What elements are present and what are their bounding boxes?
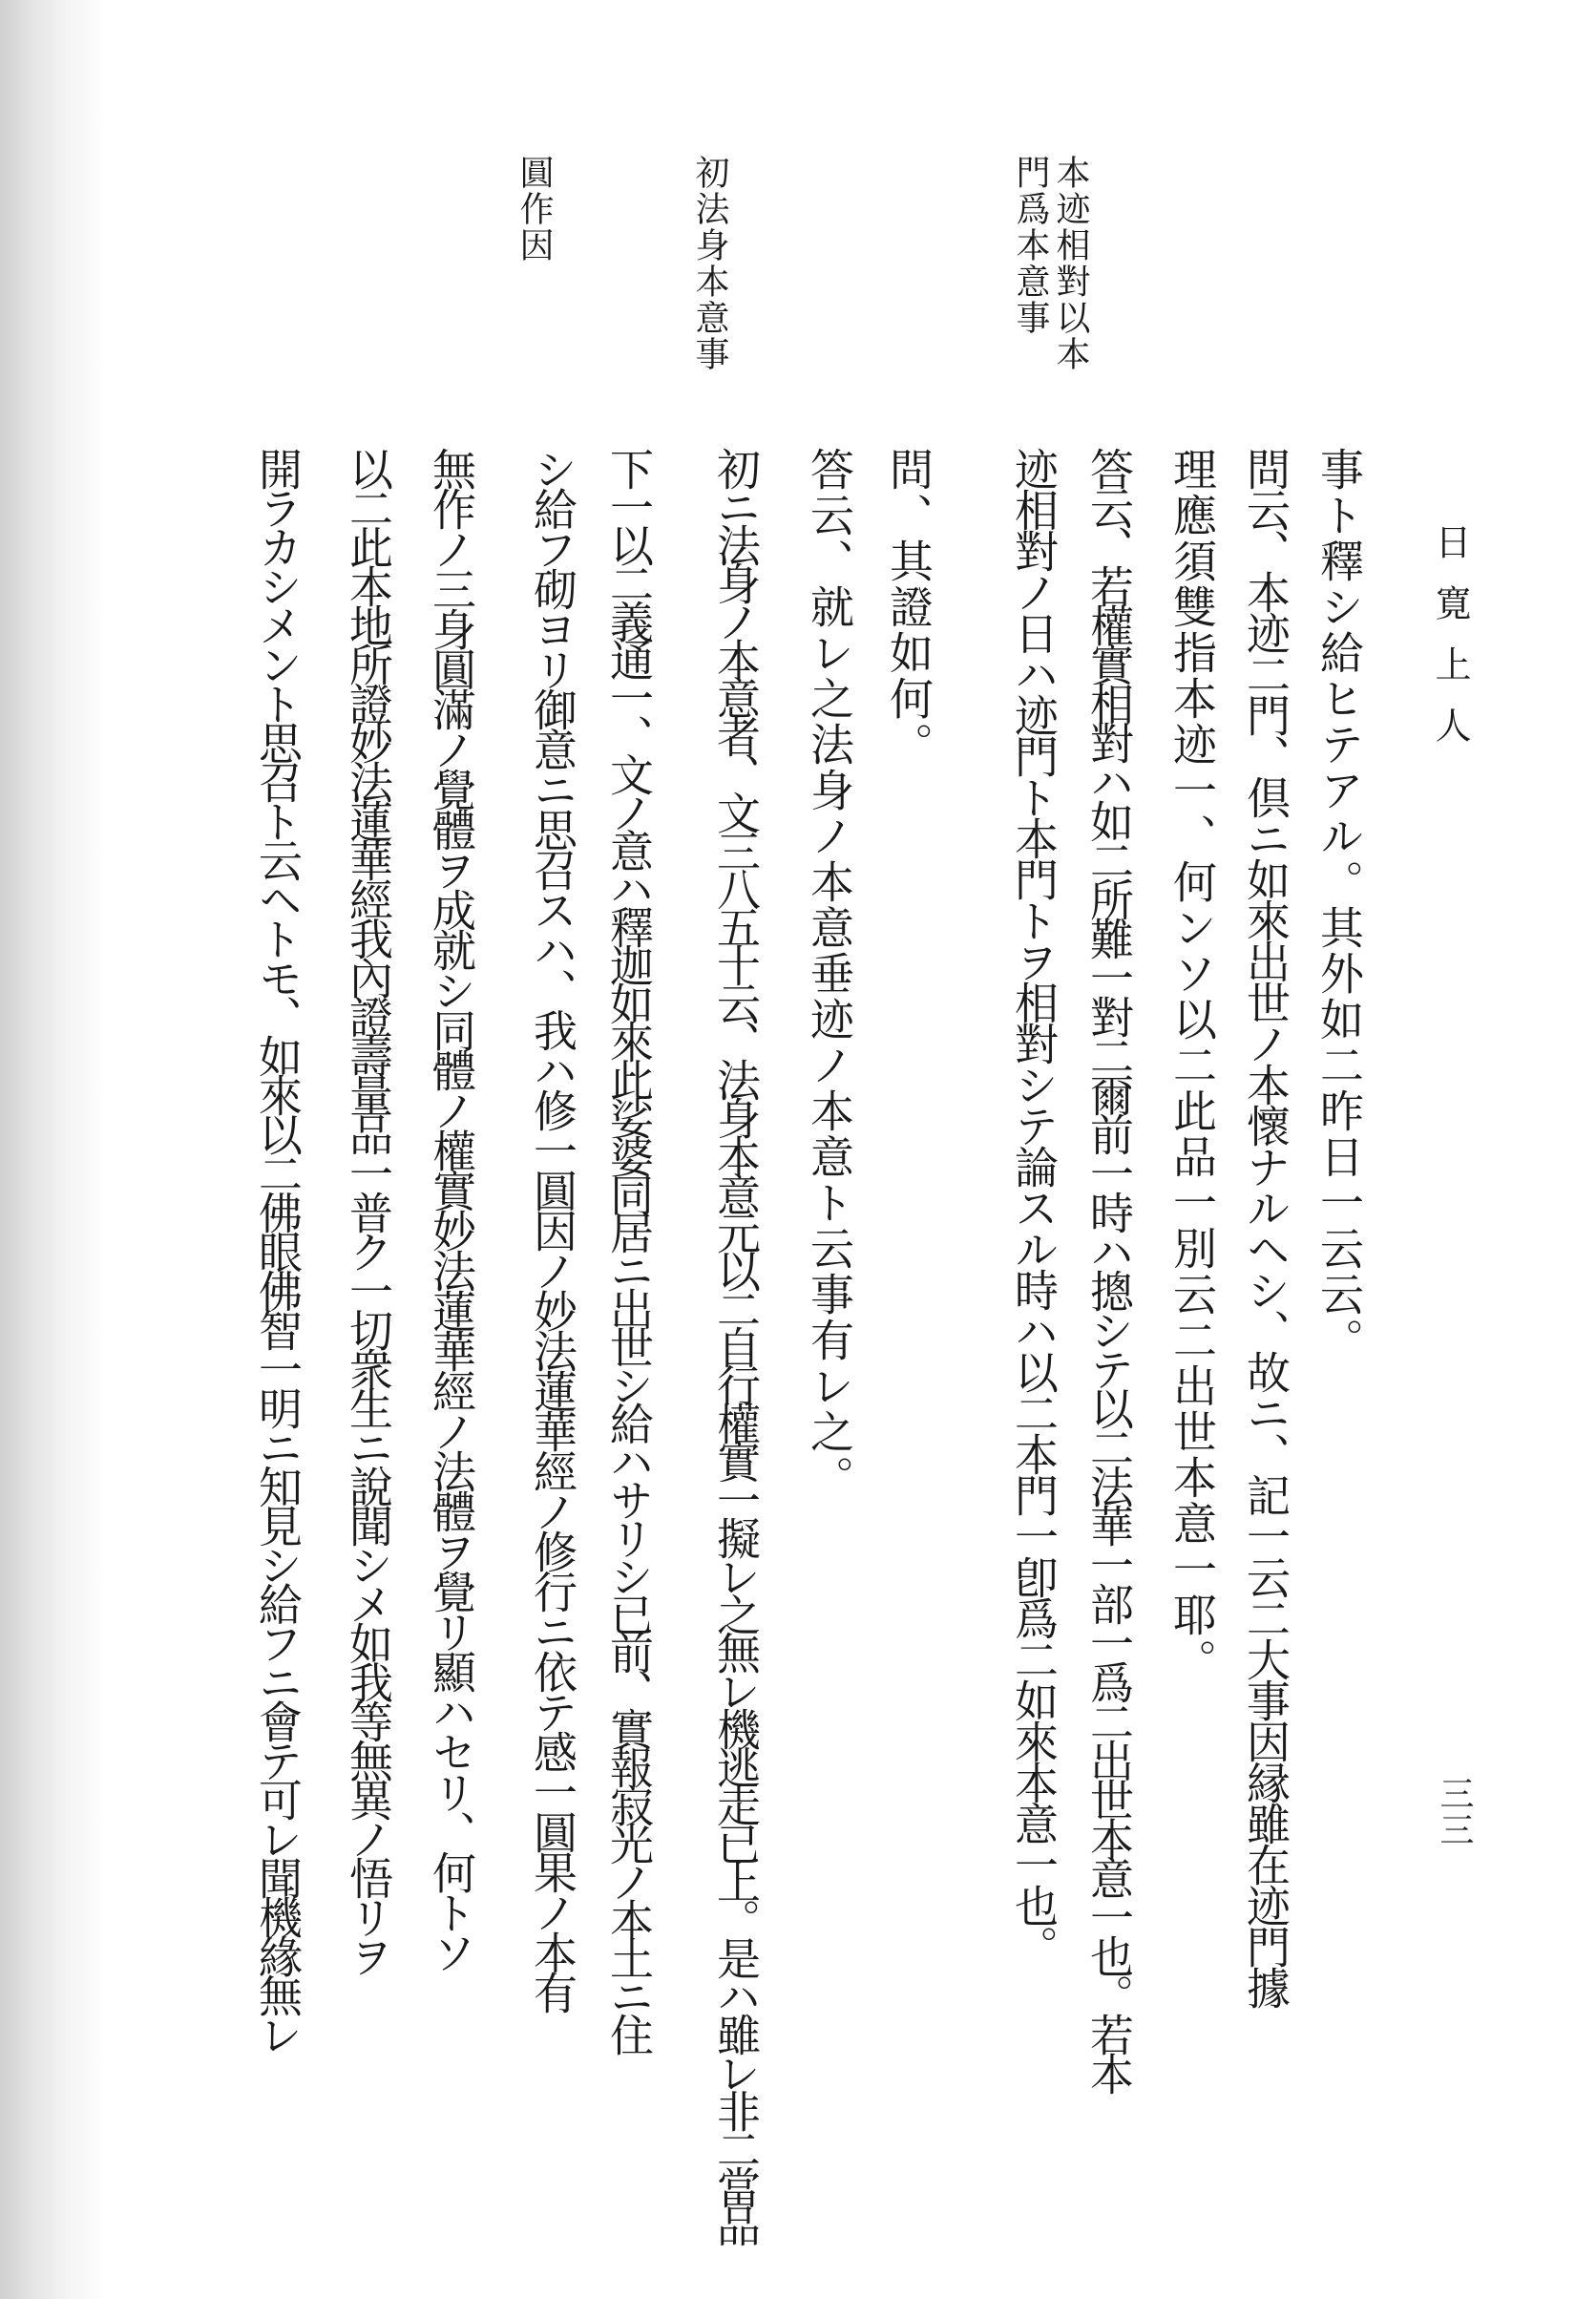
body-column-5: 迹相對ノ日ハ迹門ト本門トヲ相對シテ論スル時ハ以二本門一卽爲二如來本意一也。 bbox=[1008, 447, 1060, 1966]
body-column-3: 理應須雙指本迹一、何ンソ以二此品一別云二出世本意一耶。 bbox=[1166, 447, 1218, 1684]
body-column-7: 答云、就レ之法身ノ本意垂迹ノ本意ト云事有レ之。 bbox=[804, 447, 855, 1501]
body-column-2: 問云、本迹二門、倶ニ如來出世ノ本懷ナルヘシ、故ニ、記一云二大事因縁雖在迹門據 bbox=[1240, 447, 1292, 2007]
side-heading-hosshin: 初法身本意事 bbox=[690, 155, 729, 372]
body-column-1: 事ト釋シ給ヒテアル。其外如二昨日一云云。 bbox=[1313, 447, 1365, 1363]
body-column-9: 下一以二義通一、文ノ意ハ釋迦如來此娑婆同居ニ出世シ給ハサリシ已前、實報寂光ノ本土ニ住 bbox=[603, 447, 655, 2051]
body-column-8: 初ニ法身ノ本意者、文三八五十云、法身本意元以二自行權實一擬レ之無レ機逃走已上。是ハ雖レ非二當品 bbox=[710, 447, 762, 2242]
book-binding-shadow bbox=[0, 0, 105, 2299]
body-column-10: シ給フ砌ヨリ御意ニ思召スハ、我ハ修一圓因ノ妙法蓮華經ノ修行ニ依テ感一圓果ノ本有 bbox=[527, 447, 578, 2011]
body-column-4: 答云、若權實相對ハ如二所難一對二爾前一時ハ摠シテ以二法華一部一爲二出世本意一也。若本 bbox=[1083, 447, 1135, 2091]
page-number: 三三 bbox=[1435, 1776, 1474, 1848]
side-heading-ensain: 圓作因 bbox=[514, 155, 554, 264]
side-heading-honjaku: 本迹相對以本門爲本意事 bbox=[1011, 155, 1090, 372]
body-column-13: 開ラカシメント思召ト云ヘトモ、如來以二佛眼佛智一明ニ知見シ給フニ會テ可レ聞機緣無レ bbox=[252, 447, 304, 2052]
running-title: 日寛上人 bbox=[1429, 523, 1471, 768]
body-column-6: 問、其證如何。 bbox=[883, 447, 934, 768]
body-column-11: 無作ノ三身圓滿ノ覺體ヲ成就シ同體ノ權實妙法蓮華經ノ法體ヲ覺リ顯ハセリ、何トソ bbox=[426, 447, 477, 1971]
body-column-12: 以二此本地所證妙法蓮華經我內證壽量品一普ク一切衆生ニ說聞シメ如我等無異ノ悟リヲ bbox=[343, 447, 394, 1973]
